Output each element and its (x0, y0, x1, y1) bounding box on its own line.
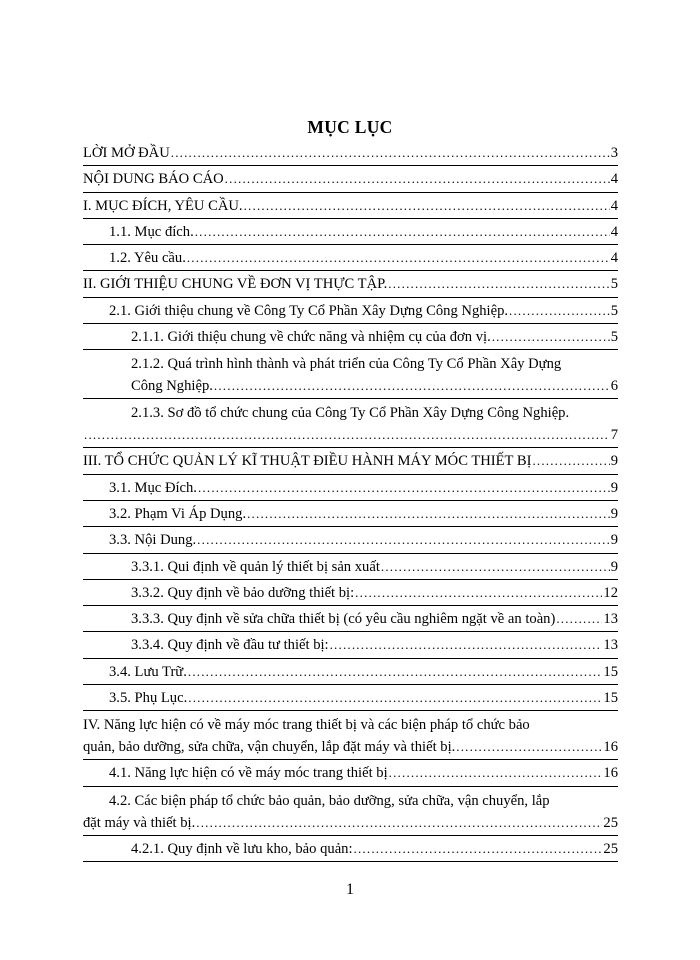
toc-leader-dots (214, 375, 610, 397)
toc-entry-title: 1.2. Yêu cầu. (109, 250, 186, 267)
toc-entry-page: 13 (603, 611, 618, 628)
toc-entry-title-line: 2.1.3. Sơ đồ tổ chức chung của Công Ty Cổ Phần Xây Dựng Công Nghiệp. (131, 405, 570, 422)
toc-leader-dots (389, 760, 603, 786)
toc-leader-dots (84, 424, 610, 446)
toc-entry-2-1[interactable] (83, 298, 618, 324)
toc-leader-dots (330, 632, 603, 658)
toc-entry-page: 12 (603, 584, 618, 601)
toc-leader-dots (355, 580, 602, 606)
toc-entry-4-2-1[interactable] (83, 836, 618, 862)
toc-entry-title: 4.1. Năng lực hiện có về máy móc trang thiết bị (109, 765, 388, 782)
toc-entry-page: 5 (610, 276, 618, 293)
toc-entry-page: 7 (610, 427, 618, 444)
toc-leader-dots (171, 140, 610, 166)
toc-leader-dots (195, 219, 610, 245)
toc-entry-title-line: 4.2. Các biện pháp tổ chức bảo quản, bảo dưỡng, sửa chữa, vận chuyển, lắp (109, 792, 550, 809)
toc-leader-dots (247, 501, 610, 527)
toc-leader-dots (381, 554, 610, 580)
toc-entry-title: 1.1. Mục đích. (109, 223, 194, 240)
toc-entry-section-1[interactable] (83, 193, 618, 219)
toc-entry-2-1-1[interactable] (83, 324, 618, 350)
toc-entry-1-1[interactable] (83, 219, 618, 245)
toc-leader-dots (225, 166, 610, 192)
toc-entry-page: 15 (603, 663, 618, 680)
toc-entry-page: 25 (603, 840, 618, 857)
toc-entry-title: 3.1. Mục Đích. (109, 479, 197, 496)
toc-leader-dots (187, 245, 610, 271)
toc-entry-3-3-2[interactable] (83, 580, 618, 606)
toc-entry-page: 3 (610, 145, 618, 161)
toc-entry-3-3-3[interactable] (83, 606, 618, 632)
toc-entry-title: 2.1.1. Giới thiệu chung về chức năng và nhiệm cụ của đơn vị. (131, 329, 491, 346)
toc-entry-title: 3.3.3. Quy định về sửa chữa thiết bị (có yêu cầu nghiêm ngặt về an toàn) (131, 611, 556, 628)
toc-entry-page: 6 (610, 378, 618, 395)
toc-entry-3-4[interactable] (83, 659, 618, 685)
toc-entry-title: 3.3.2. Quy định về bảo dưỡng thiết bị: (131, 584, 355, 601)
toc-entry-page: 16 (603, 765, 618, 782)
toc-entry-3-1[interactable] (83, 475, 618, 501)
toc-entry-section-4[interactable] (83, 711, 618, 760)
toc-entry-4-1[interactable] (83, 760, 618, 786)
toc-entry-title: LỜI MỞ ĐẦU (83, 145, 170, 161)
toc-title: MỤC LỤC (307, 117, 393, 137)
toc-entry-page: 5 (610, 329, 618, 346)
toc-entry-title: 3.3. Nội Dung. (109, 532, 197, 549)
toc-entry-title-line: quản, bảo dưỡng, sửa chữa, vận chuyển, lắp đặt máy và thiết bị. (83, 739, 456, 756)
toc-entry-title: 3.5. Phụ Lục. (109, 690, 188, 707)
toc-entry-page: 13 (603, 637, 618, 654)
toc-entry-title: 3.3.1. Qui định về quản lý thiết bị sản xuất (131, 558, 380, 575)
toc-entry-page: 4 (610, 223, 618, 240)
toc-leader-dots (354, 836, 603, 862)
toc-entry-page: 15 (603, 690, 618, 707)
toc-entry-page: 5 (610, 302, 618, 319)
toc-leader-dots (196, 812, 602, 834)
toc-entry-title-line: Công Nghiệp. (131, 378, 213, 395)
toc-entry-page: 9 (610, 453, 618, 470)
toc-entry-section-2[interactable] (83, 271, 618, 297)
toc-entry-loi-mo-dau[interactable] (83, 140, 618, 166)
table-of-contents (83, 140, 618, 862)
toc-entry-page: 4 (610, 250, 618, 267)
toc-entry-title: II. GIỚI THIỆU CHUNG VỀ ĐƠN VỊ THỰC TẬP. (83, 276, 388, 293)
toc-entry-title-line: đặt máy và thiết bị. (83, 814, 196, 831)
toc-entry-2-1-3[interactable] (83, 399, 618, 448)
toc-entry-title: 3.2. Phạm Vi Áp Dụng. (109, 505, 247, 522)
toc-leader-dots (188, 659, 603, 685)
toc-entry-title-line: IV. Năng lực hiện có về máy móc trang thiết bị và các biện pháp tổ chức bảo (83, 717, 530, 734)
toc-leader-dots (198, 475, 610, 501)
toc-leader-dots (556, 606, 602, 632)
toc-entry-3-3-1[interactable] (83, 554, 618, 580)
toc-entry-title: NỘI DUNG BÁO CÁO (83, 171, 224, 188)
toc-entry-3-3[interactable] (83, 527, 618, 553)
toc-leader-dots (244, 193, 610, 219)
toc-entry-1-2[interactable] (83, 245, 618, 271)
toc-entry-title: 3.3.4. Quy định về đầu tư thiết bị: (131, 637, 329, 654)
toc-entry-title-line: 2.1.2. Quá trình hình thành và phát triển của Công Ty Cổ Phần Xây Dựng (131, 356, 562, 373)
toc-entry-section-3[interactable] (83, 448, 618, 474)
toc-entry-title: III. TỔ CHỨC QUẢN LÝ KĨ THUẬT ĐIỀU HÀNH MÁY MÓC THIẾT BỊ (83, 453, 532, 470)
toc-leader-dots (509, 298, 610, 324)
toc-entry-page: 9 (610, 505, 618, 522)
toc-entry-noi-dung[interactable] (83, 166, 618, 192)
toc-entry-page: 25 (603, 814, 618, 831)
toc-entry-page: 9 (610, 479, 618, 496)
toc-leader-dots (456, 736, 602, 758)
toc-leader-dots (532, 448, 609, 474)
toc-entry-page: 16 (603, 739, 618, 756)
toc-entry-title: 4.2.1. Quy định về lưu kho, bảo quản: (131, 840, 353, 857)
toc-entry-title: 3.4. Lưu Trữ. (109, 663, 187, 680)
toc-entry-title: I. MỤC ĐÍCH, YÊU CẦU. (83, 197, 243, 214)
toc-entry-3-5[interactable] (83, 685, 618, 711)
toc-entry-4-2[interactable] (83, 787, 618, 836)
toc-entry-3-3-4[interactable] (83, 632, 618, 658)
toc-entry-2-1-2[interactable] (83, 350, 618, 399)
toc-entry-page: 9 (610, 558, 618, 575)
toc-entry-page: 9 (610, 532, 618, 549)
toc-leader-dots (197, 527, 610, 553)
toc-entry-title: 2.1. Giới thiệu chung về Công Ty Cổ Phần Xây Dựng Công Nghiệp. (109, 302, 509, 319)
toc-entry-3-2[interactable] (83, 501, 618, 527)
page-number: 1 (346, 881, 354, 898)
toc-leader-dots (188, 685, 602, 711)
toc-leader-dots (492, 324, 610, 350)
toc-leader-dots (388, 271, 609, 297)
toc-entry-page: 4 (610, 197, 618, 214)
toc-entry-page: 4 (610, 171, 618, 188)
